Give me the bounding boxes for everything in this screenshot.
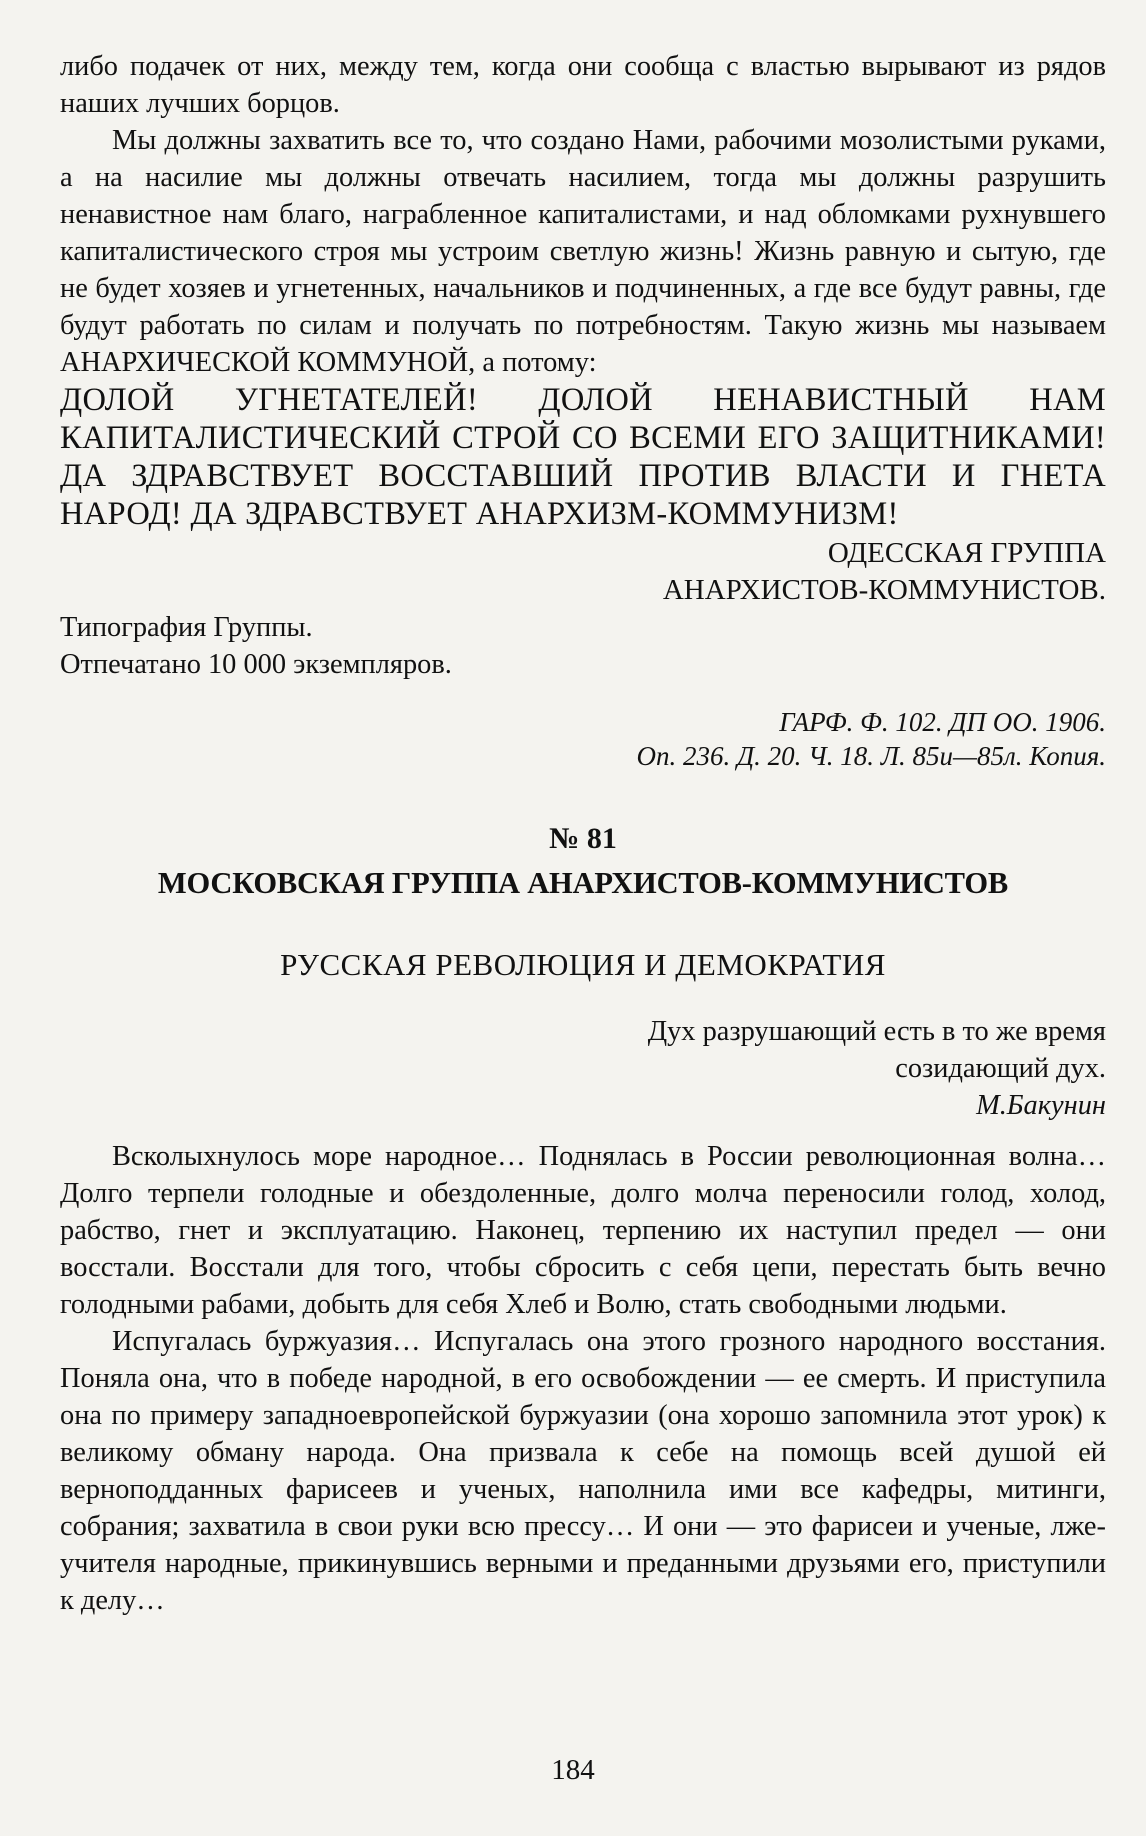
archive-reference-line: ГАРФ. Ф. 102. ДП ОО. 1906. xyxy=(779,707,1106,737)
slogans: ДОЛОЙ УГНЕТАТЕЛЕЙ! ДОЛОЙ НЕНАВИСТНЫЙ НАМ КАПИТАЛИСТИЧЕСКИЙ СТРОЙ СО ВСЕМИ ЕГО ЗАЩИТНИКАМИ! ДА ЗДРАВСТВУЕТ ВОССТАВШИЙ ПРОТИВ ВЛАСТИ И ГНЕТА НАРОД! ДА ЗДРАВСТВУЕТ АНАРХИЗМ-КОММУНИЗМ! xyxy=(60,382,1106,532)
document-heading: РУССКАЯ РЕВОЛЮЦИЯ И ДЕМОКРАТИЯ xyxy=(280,947,886,982)
epigraph xyxy=(60,1013,1106,1124)
epigraph-line: Дух разрушающий есть в то же время xyxy=(647,1016,1106,1047)
print-info-line: Типография Группы. xyxy=(60,612,313,643)
signature-line: АНАРХИСТОВ-КОММУНИСТОВ. xyxy=(662,574,1106,606)
paragraph: Мы должны захватить все то, что создано Нами, рабочими мозолистыми руками, а на насилие мы должны отвечать насилием, тогда мы должны разрушить ненавистное нам благо, награбленное капиталистами, и над обломками рухнувшего капиталистического строя мы устроим светлую жизнь! Жизнь равную и сытую, где не будет хозяев и угнетенных, начальников и подчиненных, а где все будут равны, где будут работать по силам и получать по потребностям. Такую жизнь мы называем АНАРХИЧЕСКОЙ КОММУНОЙ, а потому: xyxy=(60,125,1106,378)
page-number: 184 xyxy=(551,1754,595,1786)
print-info-line: Отпечатано 10 000 экземпляров. xyxy=(60,649,452,680)
print-info xyxy=(60,609,1106,683)
paragraph: Испугалась буржуазия… Испугалась она этого грозного народного восстания. Поняла она, что в победе народной, в его освобождении — ее смерть. И приступила она по примеру западноевропейской буржуазии (она хорошо запомнила этот урок) к великому обману народа. Она призвала к себе на помощь всей душой ей верноподданных фарисеев и ученых, наполнила ими все кафедры, митинги, собрания; захватила в свои руки всю прессу… И они — это фарисеи и ученые, лже-учителя народные, прикинувшись верными и преданными друзьями его, приступили к делу… xyxy=(60,1326,1106,1616)
document-group-title: МОСКОВСКАЯ ГРУППА АНАРХИСТОВ-КОММУНИСТОВ xyxy=(157,866,1009,900)
archive-reference xyxy=(60,705,1106,773)
archive-reference-line: Оп. 236. Д. 20. Ч. 18. Л. 85и—85л. Копия. xyxy=(636,741,1106,771)
paragraph: Всколыхнулось море народное… Поднялась в России революционная волна… Долго терпели голодные и обездоленные, долго молча переносили голод, холод, рабство, гнет и эксплуатацию. Наконец, терпению их наступил предел — они восстали. Восстали для того, чтобы сбросить с себя цепи, перестать быть вечно голодными рабами, добыть для себя Хлеб и Волю, стать свободными людьми. xyxy=(60,1141,1106,1320)
text-column xyxy=(60,48,1106,1619)
signature xyxy=(60,535,1106,609)
epigraph-line: созидающий дух. xyxy=(895,1053,1106,1084)
document-body xyxy=(60,1138,1106,1619)
signature-line: ОДЕССКАЯ ГРУППА xyxy=(827,537,1106,569)
paragraph-continued: либо подачек от них, между тем, когда они сообща с властью вырывают из рядов наших лучших борцов. xyxy=(60,51,1106,119)
epigraph-author: М.Бакунин xyxy=(976,1090,1106,1121)
document-number: № 81 xyxy=(549,822,617,855)
